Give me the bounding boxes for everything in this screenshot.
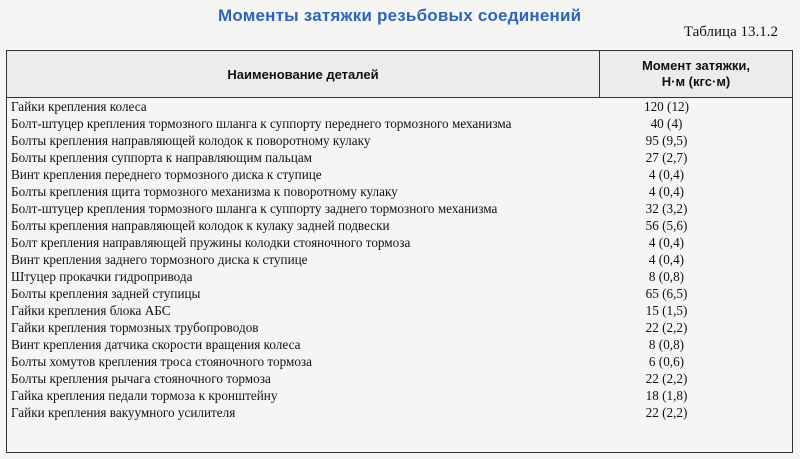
table-row (7, 200, 792, 217)
row-torque-value: 32 (3,2) (645, 201, 688, 216)
header-torque (600, 51, 792, 97)
row-part-name: Гайки крепления тормозных трубопроводов (11, 320, 259, 335)
table-row (7, 115, 792, 132)
row-part-name: Гайка крепления педали тормоза к кронштейну (11, 388, 278, 403)
table-row (7, 336, 792, 353)
table-row (7, 251, 792, 268)
row-part-name: Болт-штуцер крепления тормозного шланга к суппорту заднего тормозного механизма (11, 201, 498, 216)
header-name: Наименование деталей (7, 51, 600, 97)
row-part-name: Болты крепления рычага стояночного тормоза (11, 371, 271, 386)
row-torque-value: 4 (0,4) (648, 184, 685, 199)
row-part-name: Болты хомутов крепления троса стояночного тормоза (11, 354, 312, 369)
row-part-name: Гайки крепления блока АБС (11, 303, 171, 318)
row-part-name: Болт-штуцер крепления тормозного шланга к суппорту переднего тормозного механизма (11, 116, 512, 131)
row-torque-value: 120 (12) (643, 99, 690, 114)
row-part-name: Болт крепления направляющей пружины колодки стояночного тормоза (11, 235, 411, 250)
row-torque-value: 95 (9,5) (645, 133, 688, 148)
row-part-name: Болты крепления направляющей колодок к поворотному кулаку (11, 133, 371, 148)
table-row (7, 217, 792, 234)
row-part-name: Штуцер прокачки гидропривода (11, 269, 193, 284)
table-row (7, 166, 792, 183)
table-row (7, 183, 792, 200)
table-row (7, 387, 792, 404)
row-torque-value: 27 (2,7) (645, 150, 688, 165)
table-number: Таблица 13.1.2 (683, 24, 778, 40)
row-part-name: Винт крепления заднего тормозного диска к ступице (11, 252, 308, 267)
row-torque-value: 8 (0,8) (648, 337, 685, 352)
row-torque-value: 18 (1,8) (645, 388, 688, 403)
table-row (7, 319, 792, 336)
row-torque-value: 15 (1,5) (645, 303, 688, 318)
row-part-name: Болты крепления задней ступицы (11, 286, 201, 301)
torque-table (6, 50, 793, 453)
row-part-name: Винт крепления переднего тормозного диска к ступице (11, 167, 322, 182)
table-header (7, 51, 792, 98)
table-row (7, 285, 792, 302)
table-row (7, 149, 792, 166)
table-row (7, 353, 792, 370)
row-part-name: Винт крепления датчика скорости вращения колеса (11, 337, 301, 352)
row-part-name: Болты крепления щита тормозного механизма к поворотному кулаку (11, 184, 398, 199)
row-part-name: Болты крепления суппорта к направляющим пальцам (11, 150, 313, 165)
table-body (7, 98, 792, 421)
row-torque-value: 22 (2,2) (645, 371, 688, 386)
row-torque-value: 22 (2,2) (645, 320, 688, 335)
row-part-name: Болты крепления направляющей колодок к кулаку задней подвески (11, 218, 390, 233)
page-title: Моменты затяжки резьбовых соединений (218, 6, 582, 25)
table-row (7, 98, 792, 115)
row-part-name: Гайки крепления колеса (11, 99, 147, 114)
row-torque-value: 22 (2,2) (645, 405, 688, 420)
row-torque-value: 4 (0,4) (648, 167, 685, 182)
row-part-name: Гайки крепления вакуумного усилителя (11, 405, 236, 420)
row-torque-value: 65 (6,5) (645, 286, 688, 301)
table-row (7, 132, 792, 149)
table-row (7, 302, 792, 319)
row-torque-value: 4 (0,4) (648, 252, 685, 267)
table-row (7, 370, 792, 387)
header-torque-line2: Н·м (кгс·м) (661, 74, 731, 89)
row-torque-value: 4 (0,4) (648, 235, 685, 250)
table-row (7, 404, 792, 421)
row-torque-value: 40 (4) (650, 116, 683, 131)
table-row (7, 268, 792, 285)
row-torque-value: 56 (5,6) (645, 218, 688, 233)
row-torque-value: 6 (0,6) (648, 354, 685, 369)
table-row (7, 234, 792, 251)
row-torque-value: 8 (0,8) (648, 269, 685, 284)
header-torque-line1: Момент затяжки, (641, 58, 751, 73)
